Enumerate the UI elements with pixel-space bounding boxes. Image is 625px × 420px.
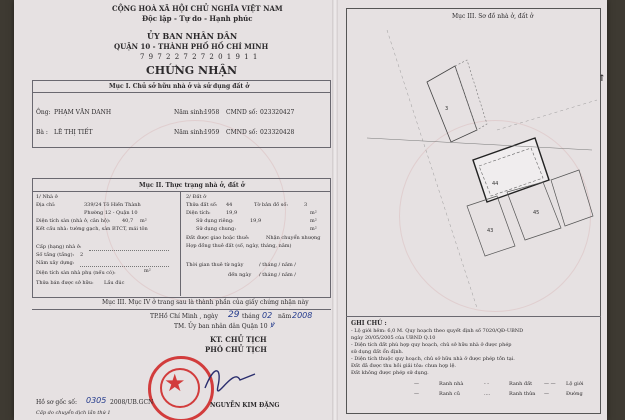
land-title: 2/ Đất ở (186, 194, 207, 200)
issue-month: 02 (262, 311, 273, 320)
certificate-page (14, 0, 607, 420)
transfer-note: Cấp do chuyển dịch lần thứ 1 (36, 410, 111, 416)
owner2-year-label: Năm sinh: (174, 129, 206, 136)
divider (32, 92, 331, 93)
notes-title: GHI CHÚ : (351, 320, 387, 327)
certificate-title: CHỨNG NHẬN (146, 64, 238, 77)
legend-label: Ranh nhà (439, 381, 464, 387)
seal-star-icon: ★ (164, 369, 186, 397)
motto: Độc lập - Tự do - Hạnh phúc (142, 14, 253, 23)
record-suffix: 2008/UB.GCN (110, 399, 154, 406)
owner2-label: Bà : (36, 129, 48, 136)
house-address: 339/24 Tô Hiến Thành (84, 202, 141, 208)
serial-number: 7 9 7 2 2 7 2 7 2 0 1 9 1 1 (140, 53, 259, 61)
diagram-heading: Mục III. Sơ đồ nhà ở, đất ở (452, 13, 534, 20)
owner1-label: Ông: (36, 109, 51, 116)
house-year-built-label: Năm xây dựng: (36, 260, 75, 266)
blank-line (89, 250, 169, 251)
land-plot-label: Thửa đất số: (186, 202, 218, 208)
owner1-year: 1958 (204, 109, 220, 116)
north-arrow-icon: ↑ (598, 74, 606, 84)
land-term-to: đến ngày (228, 272, 252, 278)
house-title: 1/ Nhà ở (36, 194, 58, 200)
house-area-unit: m² (140, 218, 147, 224)
owner2-id-label: CMND số: (226, 129, 258, 136)
issue-year: 2008 (292, 311, 313, 320)
house-aux-unit: m² (144, 268, 151, 274)
divider (32, 309, 331, 310)
land-term-date-to: / tháng / năm / (259, 272, 296, 278)
appendix-note: Mục III. Mục IV ở trang sau là thành phần của giấy chứng nhận này (102, 299, 309, 306)
legend-symbol: - - (484, 381, 489, 387)
issue-day: 29 (228, 310, 240, 320)
land-private: 19,9 (250, 218, 262, 224)
note-line: - Diện tích đất phù hợp quy hoạch, chủ sở hữu nhà ở được phép (351, 342, 512, 348)
legend-symbol: — (414, 381, 419, 387)
svg-text:43: 43 (487, 228, 494, 234)
land-area: 19,9 (226, 210, 238, 216)
year-label: năm (278, 313, 292, 320)
land-map-label: Tờ bản đồ số: (254, 202, 289, 208)
house-address-label: Địa chỉ: (36, 202, 56, 208)
land-origin-label: Đất được giao hoặc thuê: (186, 235, 250, 241)
legend-label: Đường (566, 391, 583, 397)
country-title: CỘNG HOÀ XÃ HỘI CHỦ NGHĨA VIỆT NAM (112, 4, 283, 13)
land-private-label: Sử dụng riêng: (196, 218, 234, 224)
land-term-date-from: / tháng / năm / (259, 262, 296, 268)
owner2-id: 023320428 (260, 129, 295, 136)
land-area-label: Diện tích: (186, 210, 211, 216)
place-date-label: TP.Hồ Chí Minh , ngày (150, 313, 219, 320)
land-map: 3 (304, 202, 308, 208)
house-shared: Lầu đúc (104, 280, 125, 286)
land-common-unit: m² (310, 226, 317, 232)
on-behalf-label: TM. Ủy ban nhân dân Quận 10 (174, 323, 268, 330)
svg-text:3: 3 (445, 106, 449, 112)
blank-line (80, 266, 169, 267)
signer-title: KT. CHỦ TỊCH (210, 335, 267, 344)
owner2-name: LÊ THỊ TIẾT (54, 129, 93, 136)
land-plot: 44 (226, 202, 233, 208)
section-owners-heading: Mục I. Chủ sở hữu nhà ở và sử dụng đất ở (109, 83, 250, 90)
owner1-id: 023320427 (260, 109, 295, 116)
house-area-label: Diện tích sàn (nhà ở, căn hộ): (36, 218, 111, 224)
note-line: - Diện tích thuộc quy hoạch, chủ sở hữu nhà ở được phép tồn tại. (351, 356, 515, 362)
svg-text:45: 45 (533, 210, 540, 216)
land-private-unit: m² (310, 218, 317, 224)
record-number: 0305 (86, 396, 107, 405)
note-line: Đất đã được thu hồi giải tỏa: chưa hợp lệ. (351, 363, 457, 369)
house-ward: Phường 12 - Quận 10 (84, 210, 138, 216)
legend-symbol: — (414, 391, 419, 397)
section-property-heading: Mục II. Thực trạng nhà ở, đất ở (139, 182, 245, 189)
house-structure-label: Kết cấu nhà: (36, 226, 69, 232)
note-line: ngày 20/05/2005 của UBND Q.10 (351, 335, 436, 341)
column-divider (180, 191, 181, 296)
month-label: tháng (242, 313, 260, 320)
divider (32, 191, 331, 192)
house-floors-label: Số tầng (tầng): (36, 252, 75, 258)
legend-label: Ranh đất (509, 381, 533, 387)
land-contract-label: Hợp đồng thuê đất (số, ngày, tháng, năm) (186, 243, 292, 249)
note-line: - Lộ giới hẻm: 6,0 M. Quy hoạch theo quyết định số 7020/QĐ-UBND (351, 328, 524, 334)
owner2-year: 1959 (204, 129, 220, 136)
legend-symbol: — (544, 391, 549, 397)
owner1-id-label: CMND số: (226, 109, 258, 116)
legend-label: Lộ giới (566, 381, 584, 387)
house-grade-label: Cấp (hạng) nhà ở: (36, 244, 82, 250)
note-line: Đất không được phép sử dụng. (351, 370, 429, 376)
land-term-label: Thời gian thuê từ ngày (186, 262, 244, 268)
land-common-label: Sử dụng chung: (196, 226, 237, 232)
house-floors: 2 (80, 252, 84, 258)
house-shared-label: Thửa bán được sở hữu: (36, 280, 94, 286)
land-area-unit: m² (310, 210, 317, 216)
site-plan-diagram (347, 20, 599, 310)
land-origin: Nhận chuyển nhượng (266, 235, 321, 241)
owner1-year-label: Năm sinh: (174, 109, 206, 116)
signer-name: NGUYỄN KIM ĐẶNG (210, 402, 280, 409)
signature (200, 358, 260, 398)
house-aux-label: Diện tích sàn nhà phụ (nếu có): (36, 270, 116, 276)
legend-symbol: — — (544, 381, 556, 387)
legend-label: Ranh thửa (509, 391, 536, 397)
svg-text:44: 44 (492, 181, 499, 187)
house-structure: tường gạch, sàn BTCT, mái tôn (70, 226, 148, 232)
legend-symbol: .... (484, 391, 491, 397)
divider (346, 316, 601, 317)
owner1-name: PHẠM VĂN DANH (54, 109, 112, 116)
legend-label: Ranh cũ (439, 391, 460, 397)
district-name: QUẬN 10 - THÀNH PHỐ HỒ CHÍ MINH (114, 42, 269, 51)
house-area: 40,7 (122, 218, 134, 224)
handwritten-mark: ꝟ (270, 320, 275, 329)
page-fold (332, 0, 338, 420)
authority-name: ỦY BAN NHÂN DÂN (147, 31, 238, 41)
record-label: Hồ sơ gốc số: (36, 399, 77, 406)
note-line: sử dụng đất ổn định. (351, 349, 404, 355)
signer-subtitle: PHÓ CHỦ TỊCH (205, 345, 267, 354)
